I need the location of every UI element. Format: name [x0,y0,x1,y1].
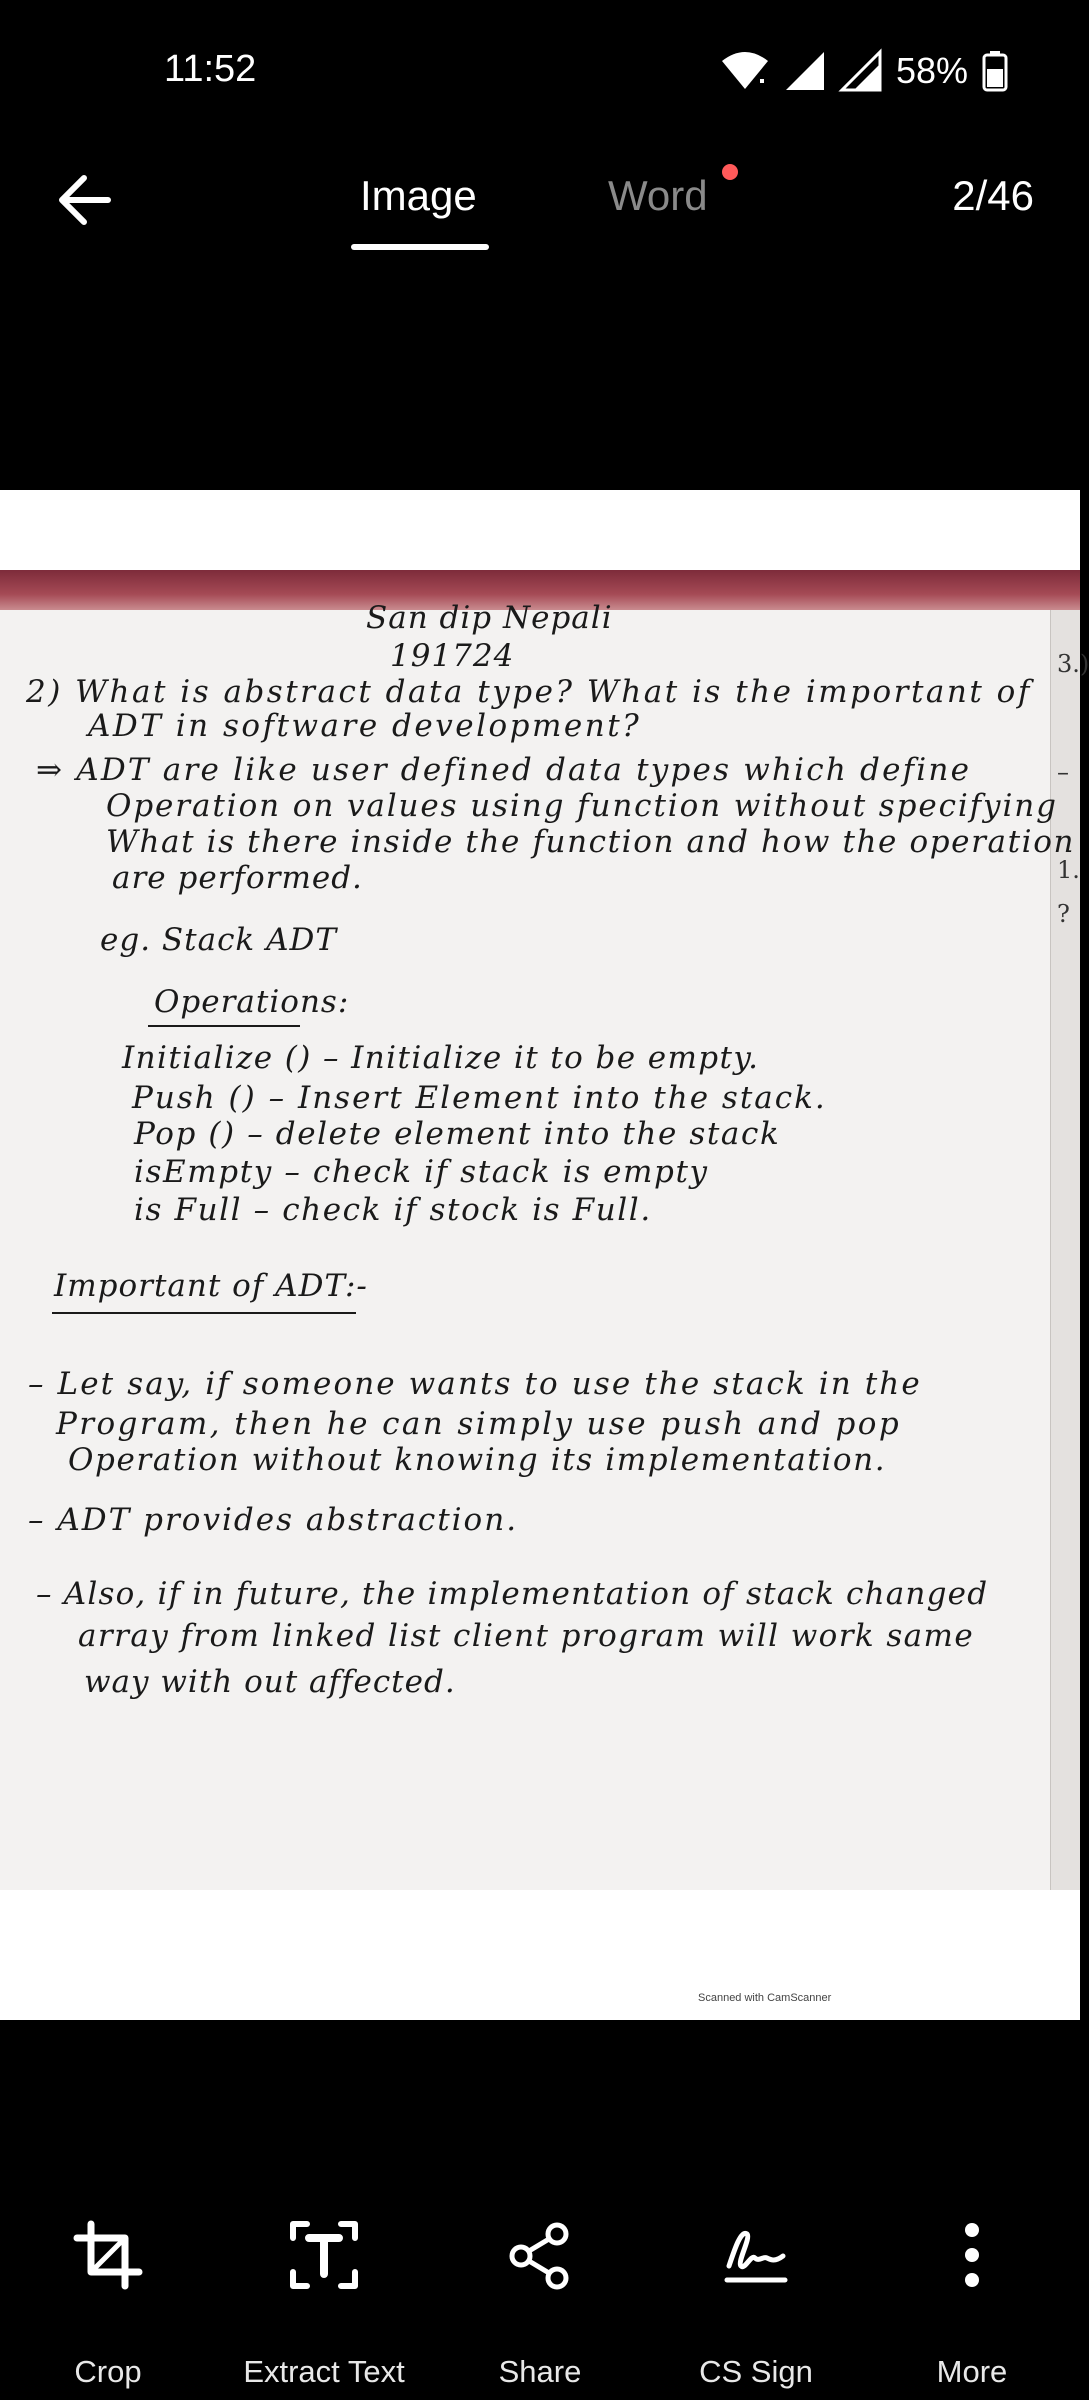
arrow-left-icon [56,174,112,226]
battery-percent: 58% [895,50,968,91]
extract-text-button[interactable] [216,2200,432,2400]
underline [52,1312,356,1314]
answer-line: are performed. [112,860,363,896]
status-time: 11:52 [164,48,257,90]
question-line: 2) What is abstract data type? What is the important of [26,674,1032,710]
scanned-page [0,570,1089,1890]
share-label: Share [498,2354,582,2389]
example-heading: eg. Stack ADT [100,922,337,958]
crop-button[interactable] [0,2200,216,2400]
more-vertical-icon [937,2220,1007,2290]
signal-icon [784,50,826,92]
operation-item: Push () – Insert Element into the stack. [132,1080,827,1116]
importance-line: way with out affected. [84,1664,456,1700]
cs-sign-button[interactable] [648,2200,864,2400]
scan-watermark: Scanned with CamScanner [698,1992,832,2004]
importance-line: Program, then he can simply use push and pop [56,1406,902,1442]
adjacent-page-edge: 3.) – 1. ? [1050,610,1080,1890]
more-button[interactable] [864,2200,1080,2400]
page-counter: 2/46 [952,172,1034,219]
importance-line: Operation without knowing its implementation. [68,1442,887,1478]
importance-line: array from linked list client program will work same [78,1618,975,1654]
importance-line: – Let say, if someone wants to use the stack in the [28,1366,922,1402]
more-label: More [936,2354,1008,2389]
answer-line: Operation on values using function without specifying [106,788,1058,824]
wifi-icon [720,51,770,91]
cs-sign-label: CS Sign [699,2354,813,2389]
author-name: San dip Nepali [366,600,613,636]
crop-label: Crop [74,2354,142,2389]
signature-icon [721,2220,791,2290]
importance-line: – ADT provides abstraction. [28,1502,519,1538]
battery-icon [982,50,1008,92]
operation-item: Pop () – delete element into the stack [134,1116,781,1152]
answer-line: What is there inside the function and how the operation [106,824,1076,860]
notification-dot [722,164,738,180]
bottom-toolbar [0,2200,1080,2400]
status-icons [720,48,1008,94]
importance-line: – Also, if in future, the implementation of stack changed [36,1576,989,1612]
underline [148,1025,300,1027]
question-line: ADT in software development? [88,708,642,744]
share-icon [505,2220,575,2290]
signal-icon [840,50,882,92]
share-button[interactable] [432,2200,648,2400]
extract-text-label: Extract Text [243,2354,405,2389]
tab-image[interactable]: Image [360,172,477,219]
status-bar [0,0,1080,140]
active-tab-indicator [351,244,489,250]
roll-number: 191724 [390,638,515,674]
operation-item: isEmpty – check if stack is empty [134,1154,709,1190]
importance-title: Important of ADT:- [54,1268,368,1304]
crop-icon [73,2220,143,2290]
operation-item: is Full – check if stock is Full. [134,1192,652,1228]
top-bar [0,150,1080,260]
extract-text-icon [289,2220,359,2290]
operation-item: Initialize () – Initialize it to be empty. [122,1040,760,1076]
answer-line: ⇒ ADT are like user defined data types which define [36,752,972,788]
back-button[interactable] [52,168,116,232]
tab-word[interactable]: Word [608,172,708,219]
operations-title: Operations: [154,984,350,1020]
document-viewer[interactable] [0,490,1089,2020]
